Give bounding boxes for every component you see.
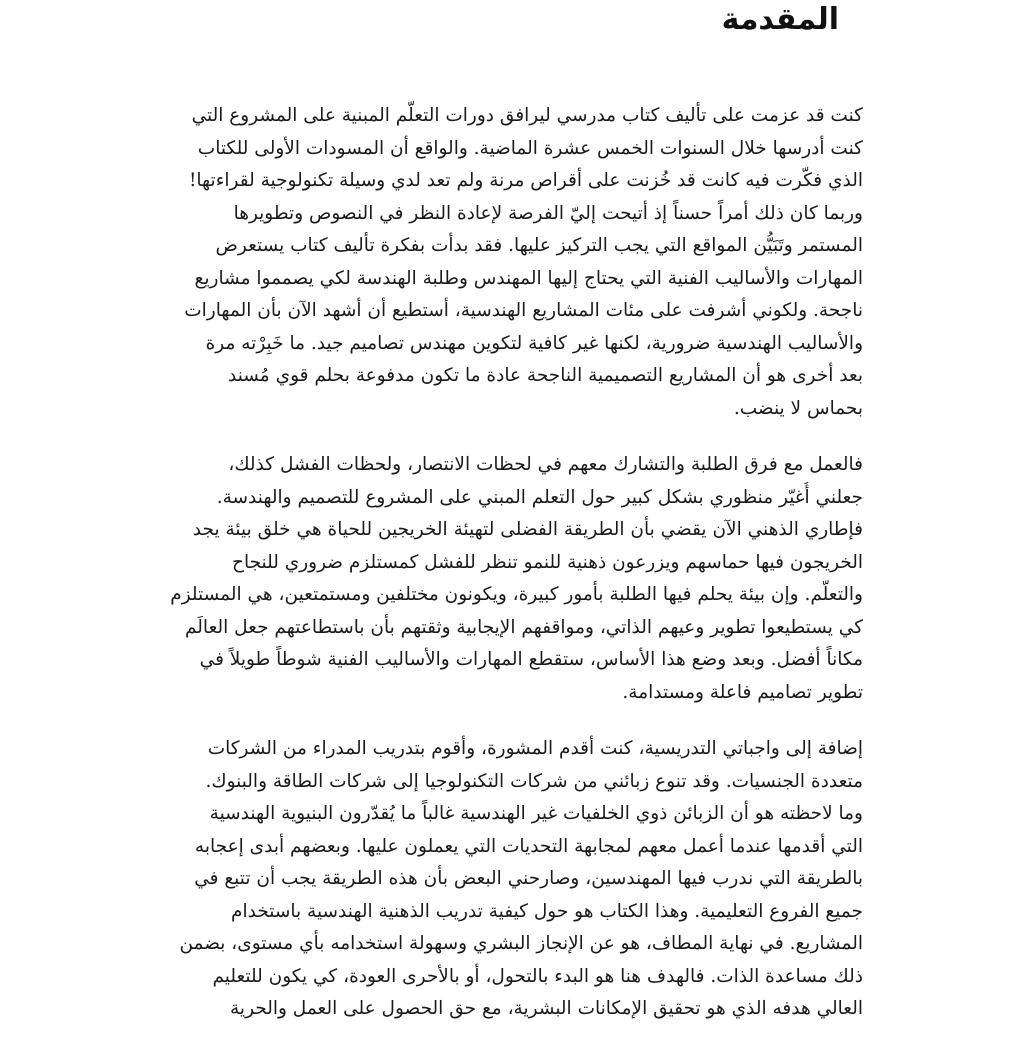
text-line: المهارات والأساليب الفنية التي يحتاج إليها المهندس وطلبة الهندسة لكي يصمموا مشاريع: [194, 267, 863, 289]
text-line: فالعمل مع فرق الطلبة والتشارك معهم في لحظات الانتصار، ولحظات الفشل كذلك،: [228, 454, 863, 475]
text-line: فإطاري الذهني الآن يقضي بأن الطريقة الفضلى لتهيئة الخريجين للحياة هي خلق بيئة يجد: [192, 519, 863, 540]
text-line: ناجحة. ولكوني أشرفت على مئات المشاريع الهندسية، أستطيع أن أشهد الآن بأن المهارات: [184, 300, 863, 321]
text-line: ذلك مساعدة الذات. فالهدف هنا هو البدء بالتحول، أو بالأحرى العودة، كي يكون للتعليم: [212, 965, 863, 987]
text-line: جعلني أُغيّر منظوري بشكل كبير حول التعلم المبني على المشروع للتصميم والهندسة.: [216, 486, 863, 508]
text-line: والأساليب الهندسية ضرورية، لكنها غير كافية لتكوين مهندس تصاميم جيد. ما خَبِرْته مرة: [205, 332, 863, 354]
text-line: التي أقدمها عندما أعمل معهم لمجابهة التحديات التي يعملون عليها. وبعضهم أبدى إعجابه: [194, 835, 863, 857]
body-text: [168, 100, 863, 1050]
text-line: كنت أدرسها خلال السنوات الخمس عشرة الماضية. والواقع أن المسودات الأولى للكتاب: [197, 137, 863, 159]
text-line: كنت قد عزمت على تأليف كتاب مدرسي ليرافق دورات التعلّم المبنية على المشروع التي: [191, 105, 863, 126]
text-line: المشاريع. في نهاية المطاف، هو عن الإنجاز البشري وسهولة استخدامه بأي مستوى، بضمن: [179, 933, 863, 954]
text-line: متعددة الجنسيات. وقد تنوع زبائني من شركات التكنولوجيا إلى شركات الطاقة والبنوك.: [205, 770, 863, 792]
text-line: بحماس لا ينضب.: [733, 397, 863, 419]
text-line: كي يستطيعوا تطوير وعيهم الذاتي، ومواقفهم الإيجابية وثقتهم بأن باستطاعتهم جعل العالَم: [184, 616, 863, 638]
paragraph-2: [168, 449, 863, 709]
text-line: تطوير تصاميم فاعلة ومستدامة.: [622, 681, 863, 703]
paragraph-3: [168, 733, 863, 1026]
text-line: وربما كان ذلك أمراً حسناً إذ أتيحت إليّ الفرصة لإعادة النظر في النصوص وتطويرها: [233, 202, 863, 224]
page-title: المقدمة: [721, 2, 839, 37]
text-line: وما لاحظته هو أن الزبائن ذوي الخلفيات غير الهندسية غالباً ما يُقدّرون البنيوية الهندسية: [209, 803, 863, 824]
text-line: والتعلّم. وإن بيئة يحلم فيها الطلبة بأمور كبيرة، ويكونون مختلفين ومستمتعين، هي المستلزم: [170, 584, 863, 605]
text-line: المستمر وتَبَيُّن المواقع التي يجب التركيز عليها. فقد بدأت بفكرة تأليف كتاب يستعرض: [215, 235, 863, 256]
text-line: مكاناً أفضل. وبعد وضع هذا الأساس، ستقطع المهارات والأساليب الفنية شوطاً طويلاً في: [199, 649, 863, 670]
text-line: إضافة إلى واجباتي التدريسية، كنت أقدم المشورة، وأقوم بتدريب المدراء من الشركات: [207, 738, 863, 759]
text-line: بعد أخرى هو أن المشاريع التصميمية الناجحة عادة ما تكون مدفوعة بحلم قوي مُسند: [228, 365, 863, 386]
text-line: الذي فكّرت فيه كانت قد خُزنت على أقراص مرنة ولم تعد لدي وسيلة تكنولوجية لقراءتها!: [188, 170, 863, 191]
paragraph-1: [168, 100, 863, 425]
text-line: بالطريقة التي ندرب فيها المهندسين، وصارحني البعض بأن هذه الطريقة يجب أن تتبع في: [194, 868, 863, 889]
text-line: الخريجون فيها حماسهم ويزرعون ذهنية للنمو تنظر للفشل كمستلزم ضروري للنجاح: [232, 551, 863, 573]
text-line: جميع الفروع التعليمية. وهذا الكتاب هو حول كيفية تدريب الذهنية الهندسية باستخدام: [231, 900, 863, 922]
text-line: العالي هدفه الذي هو تحقيق الإمكانات البشرية، مع حق الحصول على العمل والحرية: [230, 998, 863, 1019]
